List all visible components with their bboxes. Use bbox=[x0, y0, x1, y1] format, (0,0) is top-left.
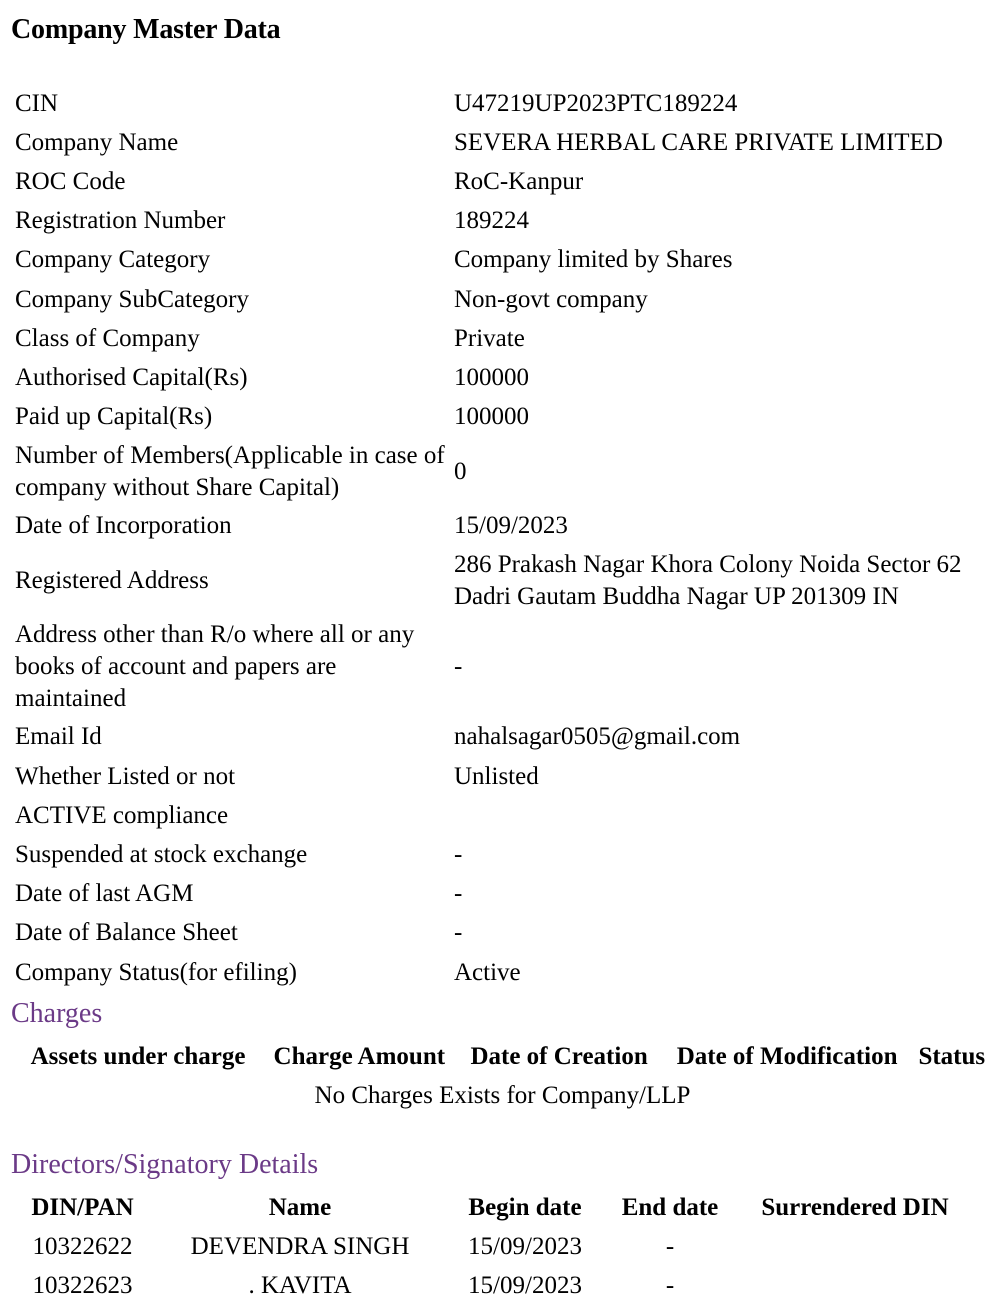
field-label: Company Status(for efiling) bbox=[15, 958, 297, 986]
master-row bbox=[12, 280, 987, 319]
field-label: Company Name bbox=[15, 128, 179, 156]
charges-header-row bbox=[15, 1037, 990, 1076]
field-label: Registered Address bbox=[15, 566, 209, 594]
field-value: SEVERA HERBAL CARE PRIVATE LIMITED bbox=[454, 128, 943, 156]
field-label: Company Category bbox=[15, 246, 211, 274]
field-value: - bbox=[454, 652, 463, 680]
page-title: Company Master Data bbox=[11, 14, 281, 45]
field-value: 189224 bbox=[454, 207, 529, 235]
field-label: Address other than R/o where all or any books of account and papers are maintained bbox=[15, 620, 415, 712]
master-row bbox=[12, 123, 987, 162]
master-row bbox=[12, 358, 987, 397]
field-value: - bbox=[454, 880, 463, 908]
master-row bbox=[12, 546, 987, 616]
field-value: 0 bbox=[454, 457, 467, 485]
table-row bbox=[15, 1266, 970, 1305]
master-row bbox=[12, 507, 987, 546]
field-value bbox=[451, 796, 987, 835]
field-label: Date of Balance Sheet bbox=[15, 919, 238, 947]
master-row bbox=[12, 241, 987, 280]
field-value: Company limited by Shares bbox=[454, 246, 733, 274]
master-row bbox=[12, 398, 987, 437]
column-header: Date of Modification bbox=[676, 1042, 898, 1070]
charges-title: Charges bbox=[11, 998, 103, 1029]
field-value: 286 Prakash Nagar Khora Colony Noida Sector 62 Dadri Gautam Buddha Nagar UP 201309 IN bbox=[454, 550, 962, 610]
field-value: - bbox=[454, 919, 463, 947]
field-value: 100000 bbox=[454, 403, 529, 431]
field-label: Date of last AGM bbox=[15, 880, 194, 908]
master-data-table bbox=[12, 84, 987, 992]
directors-title: Directors/Signatory Details bbox=[11, 1149, 319, 1180]
field-label: Registration Number bbox=[15, 207, 226, 235]
end-date-cell: - bbox=[665, 1271, 675, 1299]
end-date-cell: - bbox=[665, 1232, 675, 1260]
field-value: 100000 bbox=[454, 363, 529, 391]
master-row bbox=[12, 616, 987, 718]
surrendered-din-cell bbox=[740, 1266, 970, 1305]
master-row bbox=[12, 875, 987, 914]
field-value: nahalsagar0505@gmail.com bbox=[454, 723, 741, 751]
field-label: Class of Company bbox=[15, 324, 200, 352]
column-header: Charge Amount bbox=[273, 1042, 446, 1070]
din-cell: 10322623 bbox=[32, 1271, 133, 1299]
charges-table bbox=[15, 1037, 990, 1115]
field-label: ROC Code bbox=[15, 167, 126, 195]
field-label: Email Id bbox=[15, 723, 102, 751]
field-value: 15/09/2023 bbox=[454, 512, 568, 540]
master-row bbox=[12, 953, 987, 992]
column-header: Begin date bbox=[468, 1193, 582, 1221]
column-header: Name bbox=[268, 1193, 332, 1221]
master-row bbox=[12, 437, 987, 507]
field-label: Authorised Capital(Rs) bbox=[15, 363, 248, 391]
master-row bbox=[12, 835, 987, 874]
master-row bbox=[12, 796, 987, 835]
directors-table bbox=[15, 1188, 970, 1305]
begin-date-cell: 15/09/2023 bbox=[468, 1232, 582, 1260]
master-row bbox=[12, 718, 987, 757]
field-label: ACTIVE compliance bbox=[15, 801, 229, 829]
field-label: CIN bbox=[15, 89, 59, 117]
din-cell: 10322622 bbox=[32, 1232, 133, 1260]
directors-header-row bbox=[15, 1188, 970, 1227]
column-header: Date of Creation bbox=[470, 1042, 648, 1070]
field-value: Unlisted bbox=[454, 762, 539, 790]
field-label: Whether Listed or not bbox=[15, 762, 236, 790]
begin-date-cell: 15/09/2023 bbox=[468, 1271, 582, 1299]
field-value: Non-govt company bbox=[454, 285, 648, 313]
field-value: - bbox=[454, 841, 463, 869]
column-header: DIN/PAN bbox=[31, 1193, 134, 1221]
master-row bbox=[12, 84, 987, 123]
field-value: Active bbox=[454, 958, 521, 986]
field-label: Date of Incorporation bbox=[15, 512, 232, 540]
column-header: Status bbox=[918, 1042, 986, 1070]
master-row bbox=[12, 202, 987, 241]
name-cell: DEVENDRA SINGH bbox=[190, 1232, 410, 1260]
field-label: Paid up Capital(Rs) bbox=[15, 403, 213, 431]
table-row bbox=[15, 1227, 970, 1266]
master-row bbox=[12, 162, 987, 201]
empty-message: No Charges Exists for Company/LLP bbox=[314, 1081, 691, 1109]
field-label: Suspended at stock exchange bbox=[15, 841, 308, 869]
master-row bbox=[12, 319, 987, 358]
master-row bbox=[12, 757, 987, 796]
column-header: End date bbox=[621, 1193, 719, 1221]
field-label: Company SubCategory bbox=[15, 285, 250, 313]
column-header: Assets under charge bbox=[30, 1042, 246, 1070]
surrendered-din-cell bbox=[740, 1227, 970, 1266]
name-cell: . KAVITA bbox=[248, 1271, 352, 1299]
field-value: RoC-Kanpur bbox=[454, 167, 584, 195]
field-label: Number of Members(Applicable in case of company without Share Capital) bbox=[15, 441, 445, 501]
field-value: Private bbox=[454, 324, 525, 352]
column-header: Surrendered DIN bbox=[761, 1193, 949, 1221]
charges-empty-row bbox=[15, 1076, 990, 1115]
master-row bbox=[12, 914, 987, 953]
field-value: U47219UP2023PTC189224 bbox=[454, 89, 738, 117]
